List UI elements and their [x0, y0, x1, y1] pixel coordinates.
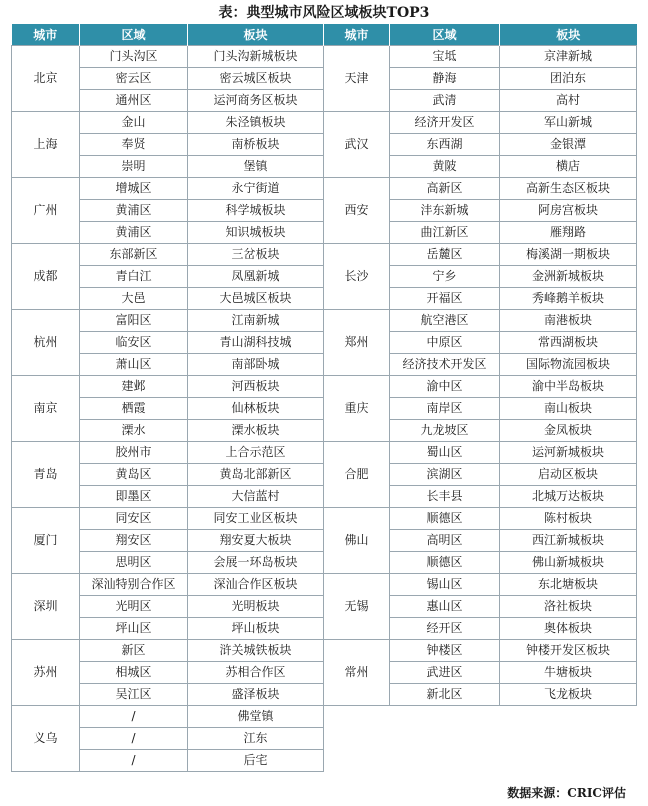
block-cell: 秀峰鹅羊板块 — [500, 288, 637, 310]
area-cell: 武清 — [390, 90, 500, 112]
area-cell: 惠山区 — [390, 596, 500, 618]
empty-cell — [500, 750, 637, 772]
empty-cell — [500, 728, 637, 750]
block-cell: 光明板块 — [188, 596, 324, 618]
area-cell: 即墨区 — [80, 486, 188, 508]
area-cell: 武进区 — [390, 662, 500, 684]
block-cell: 洛社板块 — [500, 596, 637, 618]
area-cell: 翔安区 — [80, 530, 188, 552]
area-cell: 东部新区 — [80, 244, 188, 266]
area-cell: 蜀山区 — [390, 442, 500, 464]
block-cell: 陈村板块 — [500, 508, 637, 530]
area-cell: 高新区 — [390, 178, 500, 200]
city-cell: 无锡 — [324, 574, 390, 640]
table-row — [12, 112, 637, 134]
block-cell: 江东 — [188, 728, 324, 750]
block-cell: 飞龙板块 — [500, 684, 637, 706]
area-cell: 富阳区 — [80, 310, 188, 332]
area-cell: 长丰县 — [390, 486, 500, 508]
area-cell: 门头沟区 — [80, 46, 188, 68]
block-cell: 堡镇 — [188, 156, 324, 178]
area-cell: 吴江区 — [80, 684, 188, 706]
area-cell: 光明区 — [80, 596, 188, 618]
block-cell: 团泊东 — [500, 68, 637, 90]
block-cell: 溧水板块 — [188, 420, 324, 442]
block-cell: 南桥板块 — [188, 134, 324, 156]
area-cell: 大邑 — [80, 288, 188, 310]
block-cell: 大信蓝村 — [188, 486, 324, 508]
area-cell: / — [80, 706, 188, 728]
block-cell: 高村 — [500, 90, 637, 112]
header-area-left: 区域 — [80, 24, 188, 46]
block-cell: 会展一环岛板块 — [188, 552, 324, 574]
block-cell: 钟楼开发区板块 — [500, 640, 637, 662]
block-cell: 大邑城区板块 — [188, 288, 324, 310]
table-row — [12, 244, 637, 266]
area-cell: 经济开发区 — [390, 112, 500, 134]
block-cell: 浒关城铁板块 — [188, 640, 324, 662]
block-cell: 江南新城 — [188, 310, 324, 332]
area-cell: 奉贤 — [80, 134, 188, 156]
area-cell: 滨湖区 — [390, 464, 500, 486]
block-cell: 河西板块 — [188, 376, 324, 398]
area-cell: 增城区 — [80, 178, 188, 200]
block-cell: 阿房宫板块 — [500, 200, 637, 222]
block-cell: 科学城板块 — [188, 200, 324, 222]
table-title: 表：典型城市风险区域板块TOP3 — [218, 5, 430, 21]
block-cell: 盛泽板块 — [188, 684, 324, 706]
area-cell: 曲江新区 — [390, 222, 500, 244]
empty-cell — [324, 728, 390, 750]
block-cell: 渝中半岛板块 — [500, 376, 637, 398]
block-cell: 西江新城板块 — [500, 530, 637, 552]
table-row — [12, 508, 637, 530]
area-cell: 新北区 — [390, 684, 500, 706]
area-cell: 静海 — [390, 68, 500, 90]
table-row — [12, 376, 637, 398]
area-cell: / — [80, 728, 188, 750]
city-cell: 佛山 — [324, 508, 390, 574]
block-cell: 门头沟新城板块 — [188, 46, 324, 68]
header-area-right: 区域 — [390, 24, 500, 46]
block-cell: 军山新城 — [500, 112, 637, 134]
block-cell: 苏相合作区 — [188, 662, 324, 684]
area-cell: 宝坻 — [390, 46, 500, 68]
area-cell: 坪山区 — [80, 618, 188, 640]
block-cell: 东北塘板块 — [500, 574, 637, 596]
block-cell: 金银潭 — [500, 134, 637, 156]
area-cell: 经开区 — [390, 618, 500, 640]
table-row — [12, 310, 637, 332]
area-cell: 航空港区 — [390, 310, 500, 332]
data-source: 数据来源：CRIC评估 — [507, 786, 626, 800]
block-cell: 北城万达板块 — [500, 486, 637, 508]
area-cell: 高明区 — [390, 530, 500, 552]
block-cell: 永宁街道 — [188, 178, 324, 200]
block-cell: 朱泾镇板块 — [188, 112, 324, 134]
table-row — [12, 574, 637, 596]
city-cell: 北京 — [12, 46, 80, 112]
area-cell: 新区 — [80, 640, 188, 662]
area-cell: 黄岛区 — [80, 464, 188, 486]
area-cell: 开福区 — [390, 288, 500, 310]
block-cell: 横店 — [500, 156, 637, 178]
block-cell: 高新生态区板块 — [500, 178, 637, 200]
city-cell: 重庆 — [324, 376, 390, 442]
area-cell: 建邺 — [80, 376, 188, 398]
city-cell: 厦门 — [12, 508, 80, 574]
city-cell: 深圳 — [12, 574, 80, 640]
block-cell: 梅溪湖一期板块 — [500, 244, 637, 266]
block-cell: 佛山新城板块 — [500, 552, 637, 574]
area-cell: 崇明 — [80, 156, 188, 178]
city-cell: 长沙 — [324, 244, 390, 310]
block-cell: 黄岛北部新区 — [188, 464, 324, 486]
city-cell: 苏州 — [12, 640, 80, 706]
header-row — [12, 24, 637, 46]
block-cell: 启动区板块 — [500, 464, 637, 486]
table-row — [12, 46, 637, 68]
empty-cell — [500, 706, 637, 728]
area-cell: 通州区 — [80, 90, 188, 112]
table-row — [12, 750, 637, 772]
block-cell: 南港板块 — [500, 310, 637, 332]
block-cell: 凤凰新城 — [188, 266, 324, 288]
area-cell: 岳麓区 — [390, 244, 500, 266]
city-cell: 郑州 — [324, 310, 390, 376]
empty-cell — [390, 750, 500, 772]
area-cell: 顺德区 — [390, 552, 500, 574]
area-cell: 南岸区 — [390, 398, 500, 420]
city-cell: 义乌 — [12, 706, 80, 772]
area-cell: 宁乡 — [390, 266, 500, 288]
block-cell: 同安工业区板块 — [188, 508, 324, 530]
area-cell: 深汕特别合作区 — [80, 574, 188, 596]
table-row — [12, 728, 637, 750]
block-cell: 青山湖科技城 — [188, 332, 324, 354]
header-block-left: 板块 — [188, 24, 324, 46]
block-cell: 运河新城板块 — [500, 442, 637, 464]
block-cell: 京津新城 — [500, 46, 637, 68]
city-cell: 西安 — [324, 178, 390, 244]
block-cell: 南部卧城 — [188, 354, 324, 376]
block-cell: 佛堂镇 — [188, 706, 324, 728]
area-cell: 中原区 — [390, 332, 500, 354]
area-cell: 同安区 — [80, 508, 188, 530]
header-city-left: 城市 — [12, 24, 80, 46]
block-cell: 坪山板块 — [188, 618, 324, 640]
block-cell: 后宅 — [188, 750, 324, 772]
header-block-right: 板块 — [500, 24, 637, 46]
area-cell: 临安区 — [80, 332, 188, 354]
city-cell: 合肥 — [324, 442, 390, 508]
empty-cell — [324, 750, 390, 772]
table-row — [12, 706, 637, 728]
area-cell: 锡山区 — [390, 574, 500, 596]
area-cell: 九龙坡区 — [390, 420, 500, 442]
block-cell: 南山板块 — [500, 398, 637, 420]
area-cell: 东西湖 — [390, 134, 500, 156]
table-row — [12, 442, 637, 464]
risk-area-table — [11, 24, 637, 772]
area-cell: 黄陂 — [390, 156, 500, 178]
block-cell: 上合示范区 — [188, 442, 324, 464]
area-cell: 黄浦区 — [80, 200, 188, 222]
block-cell: 知识城板块 — [188, 222, 324, 244]
city-cell: 天津 — [324, 46, 390, 112]
block-cell: 奥体板块 — [500, 618, 637, 640]
area-cell: 顺德区 — [390, 508, 500, 530]
city-cell: 成都 — [12, 244, 80, 310]
city-cell: 武汉 — [324, 112, 390, 178]
city-cell: 广州 — [12, 178, 80, 244]
area-cell: 青白江 — [80, 266, 188, 288]
area-cell: 渝中区 — [390, 376, 500, 398]
empty-cell — [324, 706, 390, 728]
header-city-right: 城市 — [324, 24, 390, 46]
area-cell: 胶州市 — [80, 442, 188, 464]
area-cell: 金山 — [80, 112, 188, 134]
area-cell: 思明区 — [80, 552, 188, 574]
area-cell: / — [80, 750, 188, 772]
area-cell: 相城区 — [80, 662, 188, 684]
block-cell: 金凤板块 — [500, 420, 637, 442]
block-cell: 仙林板块 — [188, 398, 324, 420]
city-cell: 上海 — [12, 112, 80, 178]
empty-cell — [390, 706, 500, 728]
table-row — [12, 178, 637, 200]
city-cell: 常州 — [324, 640, 390, 706]
city-cell: 杭州 — [12, 310, 80, 376]
city-cell: 青岛 — [12, 442, 80, 508]
block-cell: 运河商务区板块 — [188, 90, 324, 112]
block-cell: 雁翔路 — [500, 222, 637, 244]
empty-cell — [390, 728, 500, 750]
block-cell: 牛塘板块 — [500, 662, 637, 684]
block-cell: 翔安夏大板块 — [188, 530, 324, 552]
table-row — [12, 640, 637, 662]
area-cell: 黄浦区 — [80, 222, 188, 244]
block-cell: 深汕合作区板块 — [188, 574, 324, 596]
city-cell: 南京 — [12, 376, 80, 442]
block-cell: 国际物流园板块 — [500, 354, 637, 376]
area-cell: 沣东新城 — [390, 200, 500, 222]
area-cell: 栖霞 — [80, 398, 188, 420]
area-cell: 溧水 — [80, 420, 188, 442]
area-cell: 钟楼区 — [390, 640, 500, 662]
block-cell: 金洲新城板块 — [500, 266, 637, 288]
block-cell: 密云城区板块 — [188, 68, 324, 90]
block-cell: 常西湖板块 — [500, 332, 637, 354]
area-cell: 密云区 — [80, 68, 188, 90]
block-cell: 三岔板块 — [188, 244, 324, 266]
area-cell: 经济技术开发区 — [390, 354, 500, 376]
area-cell: 萧山区 — [80, 354, 188, 376]
